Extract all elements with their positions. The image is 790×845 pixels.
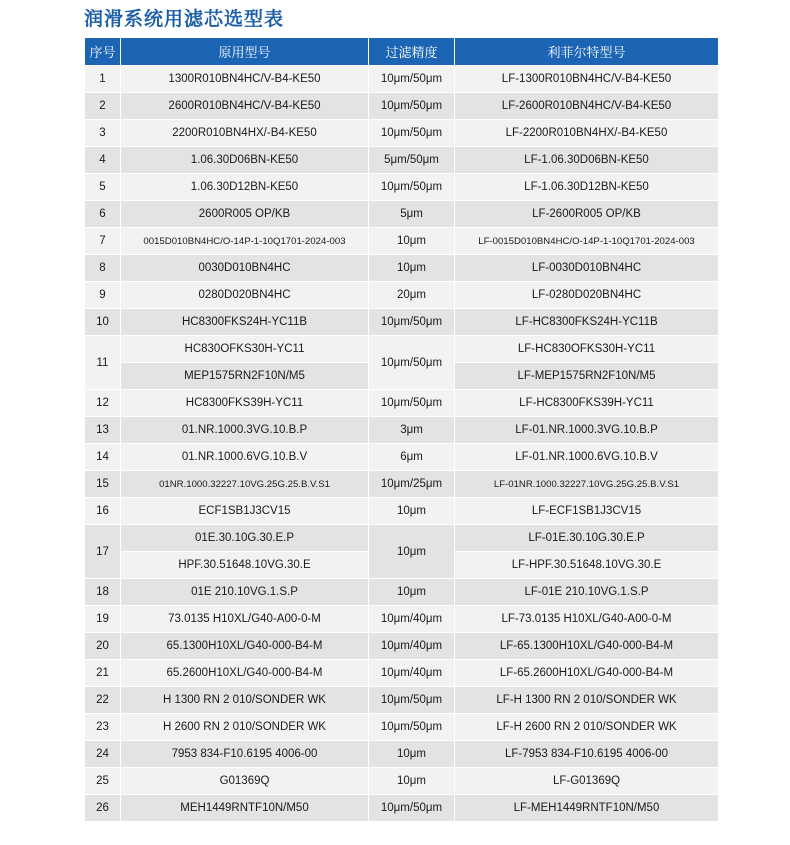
lf-model: LF-H 1300 RN 2 010/SONDER WK <box>455 687 719 714</box>
precision: 10μm/50μm <box>369 687 455 714</box>
lf-model: LF-HC830OFKS30H-YC11 <box>455 336 719 363</box>
lf-model: LF-HPF.30.51648.10VG.30.E <box>455 552 719 579</box>
lf-model: LF-65.2600H10XL/G40-000-B4-M <box>455 660 719 687</box>
table-row <box>85 174 719 201</box>
row-number: 14 <box>85 444 121 471</box>
precision: 10μm <box>369 525 455 579</box>
precision: 10μm <box>369 498 455 525</box>
original-model: MEH1449RNTF10N/M50 <box>121 795 369 822</box>
row-number: 3 <box>85 120 121 147</box>
original-model: 01.NR.1000.3VG.10.B.P <box>121 417 369 444</box>
header-lf-model: 利菲尔特型号 <box>455 38 719 66</box>
row-number: 25 <box>85 768 121 795</box>
original-model: 01E.30.10G.30.E.P <box>121 525 369 552</box>
lf-model: LF-1300R010BN4HC/V-B4-KE50 <box>455 66 719 93</box>
original-model: 0280D020BN4HC <box>121 282 369 309</box>
table-row <box>85 660 719 687</box>
precision: 10μm/50μm <box>369 66 455 93</box>
original-model: 2600R005 OP/KB <box>121 201 369 228</box>
table-row <box>85 471 719 498</box>
row-number: 20 <box>85 633 121 660</box>
lf-model: LF-01E.30.10G.30.E.P <box>455 525 719 552</box>
table-row <box>85 282 719 309</box>
table-row <box>85 336 719 363</box>
row-number: 24 <box>85 741 121 768</box>
original-model: HC8300FKS24H-YC11B <box>121 309 369 336</box>
lf-model: LF-65.1300H10XL/G40-000-B4-M <box>455 633 719 660</box>
row-number: 23 <box>85 714 121 741</box>
lf-model: LF-2200R010BN4HX/-B4-KE50 <box>455 120 719 147</box>
table-row <box>85 120 719 147</box>
table-row <box>85 147 719 174</box>
table-row <box>85 390 719 417</box>
original-model: 0030D010BN4HC <box>121 255 369 282</box>
row-number: 19 <box>85 606 121 633</box>
table-row <box>85 498 719 525</box>
row-number: 7 <box>85 228 121 255</box>
row-number: 15 <box>85 471 121 498</box>
original-model: ECF1SB1J3CV15 <box>121 498 369 525</box>
table-row <box>85 201 719 228</box>
table-row <box>85 714 719 741</box>
lf-model: LF-01.NR.1000.6VG.10.B.V <box>455 444 719 471</box>
lf-model: LF-HC8300FKS39H-YC11 <box>455 390 719 417</box>
precision: 10μm/50μm <box>369 390 455 417</box>
page-title: 润滑系统用滤芯选型表 <box>84 8 285 30</box>
row-number: 13 <box>85 417 121 444</box>
original-model: HC830OFKS30H-YC11 <box>121 336 369 363</box>
row-number: 9 <box>85 282 121 309</box>
lf-model: LF-1.06.30D06BN-KE50 <box>455 147 719 174</box>
header-original-model: 原用型号 <box>121 38 369 66</box>
lf-model: LF-7953 834-F10.6195 4006-00 <box>455 741 719 768</box>
precision: 10μm <box>369 741 455 768</box>
lf-model: LF-01E 210.10VG.1.S.P <box>455 579 719 606</box>
row-number: 16 <box>85 498 121 525</box>
row-number: 12 <box>85 390 121 417</box>
original-model: 01.NR.1000.6VG.10.B.V <box>121 444 369 471</box>
precision: 5μm <box>369 201 455 228</box>
lf-model: LF-2600R005 OP/KB <box>455 201 719 228</box>
precision: 10μm <box>369 768 455 795</box>
lf-model: LF-H 2600 RN 2 010/SONDER WK <box>455 714 719 741</box>
row-number: 22 <box>85 687 121 714</box>
lf-model: LF-01NR.1000.32227.10VG.25G.25.B.V.S1 <box>455 471 719 498</box>
precision: 10μm <box>369 579 455 606</box>
precision: 10μm/40μm <box>369 660 455 687</box>
lf-model: LF-0015D010BN4HC/O-14P-1-10Q1701-2024-003 <box>455 228 719 255</box>
table-row <box>85 795 719 822</box>
lf-model: LF-0030D010BN4HC <box>455 255 719 282</box>
original-model: G01369Q <box>121 768 369 795</box>
original-model: HC8300FKS39H-YC11 <box>121 390 369 417</box>
lf-model: LF-ECF1SB1J3CV15 <box>455 498 719 525</box>
precision: 10μm <box>369 228 455 255</box>
original-model: MEP1575RN2F10N/M5 <box>121 363 369 390</box>
table-row <box>85 417 719 444</box>
row-number: 5 <box>85 174 121 201</box>
table-row <box>85 228 719 255</box>
original-model: 01NR.1000.32227.10VG.25G.25.B.V.S1 <box>121 471 369 498</box>
original-model: 2600R010BN4HC/V-B4-KE50 <box>121 93 369 120</box>
precision: 10μm/50μm <box>369 336 455 390</box>
precision: 10μm/50μm <box>369 714 455 741</box>
precision: 3μm <box>369 417 455 444</box>
lf-model: LF-01.NR.1000.3VG.10.B.P <box>455 417 719 444</box>
precision: 10μm <box>369 255 455 282</box>
original-model: 1.06.30D06BN-KE50 <box>121 147 369 174</box>
table-row <box>85 66 719 93</box>
precision: 5μm/50μm <box>369 147 455 174</box>
original-model: 65.2600H10XL/G40-000-B4-M <box>121 660 369 687</box>
row-number: 1 <box>85 66 121 93</box>
precision: 20μm <box>369 282 455 309</box>
row-number: 10 <box>85 309 121 336</box>
precision: 10μm/25μm <box>369 471 455 498</box>
original-model: 1.06.30D12BN-KE50 <box>121 174 369 201</box>
table-row <box>85 525 719 552</box>
precision: 6μm <box>369 444 455 471</box>
lf-model: LF-HC8300FKS24H-YC11B <box>455 309 719 336</box>
row-number: 8 <box>85 255 121 282</box>
precision: 10μm/50μm <box>369 120 455 147</box>
original-model: 65.1300H10XL/G40-000-B4-M <box>121 633 369 660</box>
table-row <box>85 687 719 714</box>
precision: 10μm/40μm <box>369 606 455 633</box>
original-model: 1300R010BN4HC/V-B4-KE50 <box>121 66 369 93</box>
filter-selection-table <box>84 37 719 822</box>
original-model: 73.0135 H10XL/G40-A00-0-M <box>121 606 369 633</box>
precision: 10μm/50μm <box>369 93 455 120</box>
precision: 10μm/40μm <box>369 633 455 660</box>
table-row <box>85 444 719 471</box>
table-row <box>85 93 719 120</box>
header-no: 序号 <box>85 38 121 66</box>
row-number: 26 <box>85 795 121 822</box>
row-number: 18 <box>85 579 121 606</box>
row-number: 17 <box>85 525 121 579</box>
original-model: 2200R010BN4HX/-B4-KE50 <box>121 120 369 147</box>
lf-model: LF-MEP1575RN2F10N/M5 <box>455 363 719 390</box>
original-model: 0015D010BN4HC/O-14P-1-10Q1701-2024-003 <box>121 228 369 255</box>
lf-model: LF-2600R010BN4HC/V-B4-KE50 <box>455 93 719 120</box>
table-row <box>85 309 719 336</box>
table-row <box>85 633 719 660</box>
header-precision: 过滤精度 <box>369 38 455 66</box>
table-row <box>85 255 719 282</box>
original-model: HPF.30.51648.10VG.30.E <box>121 552 369 579</box>
precision: 10μm/50μm <box>369 309 455 336</box>
lf-model: LF-73.0135 H10XL/G40-A00-0-M <box>455 606 719 633</box>
lf-model: LF-G01369Q <box>455 768 719 795</box>
lf-model: LF-MEH1449RNTF10N/M50 <box>455 795 719 822</box>
original-model: H 1300 RN 2 010/SONDER WK <box>121 687 369 714</box>
row-number: 4 <box>85 147 121 174</box>
table-row <box>85 579 719 606</box>
original-model: H 2600 RN 2 010/SONDER WK <box>121 714 369 741</box>
row-number: 21 <box>85 660 121 687</box>
precision: 10μm/50μm <box>369 795 455 822</box>
lf-model: LF-1.06.30D12BN-KE50 <box>455 174 719 201</box>
lf-model: LF-0280D020BN4HC <box>455 282 719 309</box>
table-row <box>85 606 719 633</box>
original-model: 7953 834-F10.6195 4006-00 <box>121 741 369 768</box>
precision: 10μm/50μm <box>369 174 455 201</box>
table-header-row <box>85 38 719 66</box>
original-model: 01E 210.10VG.1.S.P <box>121 579 369 606</box>
row-number: 11 <box>85 336 121 390</box>
table-row <box>85 768 719 795</box>
row-number: 2 <box>85 93 121 120</box>
table-row <box>85 741 719 768</box>
row-number: 6 <box>85 201 121 228</box>
